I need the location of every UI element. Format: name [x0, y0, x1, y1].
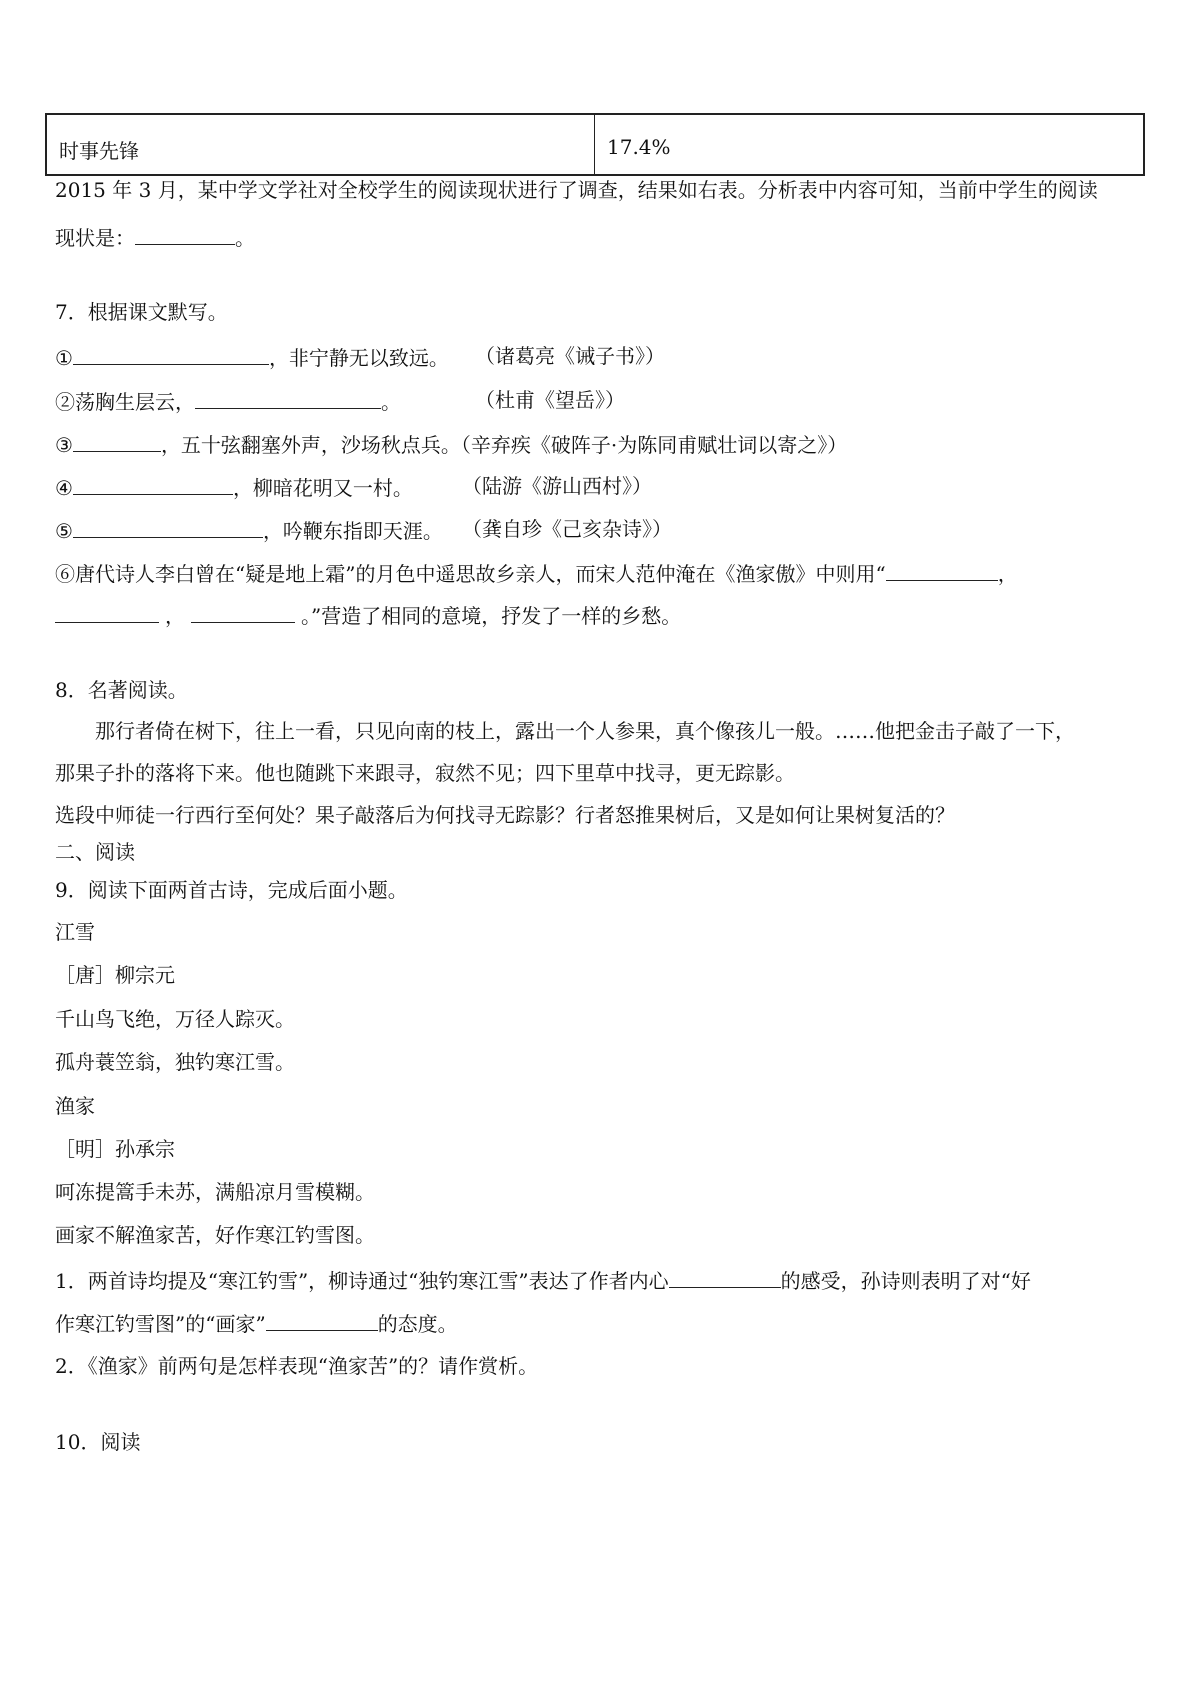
q8-para-line1: 那行者倚在树下，往上一看，只见向南的枝上，露出一个人参果，真个像孩儿一般。……他把金击子敲了一下， — [95, 719, 1075, 743]
q7-item-6-blank-3[interactable] — [191, 604, 295, 623]
q6-line2 — [55, 226, 255, 248]
q7-item-6-comma-2: ， — [165, 604, 185, 628]
q9-sub2: 2．《渔家》前两句是怎样表现“渔家苦”的？请作赏析。 — [55, 1354, 539, 1378]
q9-sub1-line1 — [55, 1269, 1031, 1291]
q7-item-3-blank[interactable] — [73, 433, 161, 452]
q9-sub1-text-a: 1．两首诗均提及“寒江钓雪”，柳诗通过“独钓寒江雪”表达了作者内心 — [55, 1269, 669, 1293]
q7-item-6-line1 — [55, 562, 1018, 584]
q7-item-3 — [55, 433, 847, 455]
q6-line1: 2015 年 3 月，某中学文学社对全校学生的阅读现状进行了调查，结果如右表。分析表中内容可知，当前中学生的阅读 — [55, 178, 1098, 202]
reading-survey-table — [45, 113, 1145, 176]
q7-item-1-source: （诸葛亮《诫子书》） — [475, 344, 665, 368]
q7-item-2-source: （杜甫《望岳》） — [475, 388, 625, 412]
q7-item-4-text: ，柳暗花明又一村。 — [232, 476, 413, 500]
q7-item-4-blank[interactable] — [73, 476, 233, 495]
q9-sub1-text-d: 的态度。 — [377, 1312, 458, 1336]
q7-title: 7．根据课文默写。 — [55, 300, 228, 324]
table-cell-category: 时事先锋 — [47, 115, 595, 174]
q7-item-5-text: ，吟鞭东指即天涯。 — [262, 519, 443, 543]
poem2-line2: 画家不解渔家苦，好作寒江钓雪图。 — [55, 1223, 375, 1247]
poem2-title: 渔家 — [55, 1094, 95, 1118]
poem2-line1: 呵冻提篙手未苏，满船凉月雪模糊。 — [55, 1180, 375, 1204]
q7-item-1-mark: ① — [55, 346, 73, 370]
q7-item-5-blank[interactable] — [73, 519, 263, 538]
poem1-line1: 千山鸟飞绝，万径人踪灭。 — [55, 1007, 295, 1031]
q7-item-3-mark: ③ — [55, 433, 73, 457]
q7-item-2-blank[interactable] — [195, 390, 381, 409]
q9-sub1-blank-1[interactable] — [669, 1269, 781, 1288]
q7-item-2-mark: ②荡胸生层云， — [55, 390, 195, 414]
q7-item-1-blank[interactable] — [73, 346, 269, 365]
q9-sub1-line2 — [55, 1312, 458, 1334]
q7-item-4-source: （陆游《游山西村》） — [462, 474, 652, 498]
q7-item-5-source: （龚自珍《己亥杂诗》） — [462, 517, 672, 541]
q10-title: 10．阅读 — [55, 1430, 141, 1454]
q7-item-4 — [55, 476, 413, 498]
q6-line2-prefix: 现状是： — [55, 226, 135, 250]
q9-sub1-text-c: 作寒江钓雪图”的“画家” — [55, 1312, 266, 1336]
q9-sub1-blank-2[interactable] — [266, 1312, 378, 1331]
poem1-title: 江雪 — [55, 920, 95, 944]
q7-item-6-line2 — [55, 604, 681, 626]
q7-item-6-end: 。”营造了相同的意境，抒发了一样的乡愁。 — [301, 604, 682, 628]
q7-item-3-text: ，五十弦翻塞外声，沙场秋点兵。（辛弃疾《破阵子·为陈同甫赋壮词以寄之》） — [160, 433, 848, 457]
q7-item-6-text: ⑥唐代诗人李白曾在“疑是地上霜”的月色中遥思故乡亲人，而宋人范仲淹在《渔家傲》中则用“ — [55, 562, 886, 586]
q7-item-2 — [55, 390, 401, 412]
poem1-line2: 孤舟蓑笠翁，独钓寒江雪。 — [55, 1050, 295, 1074]
table-cell-percent: 17.4% — [607, 135, 671, 159]
q7-item-2-text: 。 — [381, 390, 401, 414]
poem2-author: ［明］孙承宗 — [55, 1137, 175, 1161]
q6-answer-blank[interactable] — [135, 226, 235, 245]
q6-line2-suffix: 。 — [235, 226, 255, 250]
q7-item-4-mark: ④ — [55, 476, 73, 500]
q8-question: 选段中师徒一行西行至何处？果子敲落后为何找寻无踪影？行者怒推果树后，又是如何让果树复活的？ — [55, 803, 955, 827]
section-heading: 二、阅读 — [55, 840, 135, 864]
q7-item-6-blank-2[interactable] — [55, 604, 159, 623]
q7-item-1 — [55, 346, 449, 368]
q7-item-5-mark: ⑤ — [55, 519, 73, 543]
q8-title: 8．名著阅读。 — [55, 678, 188, 702]
q7-item-1-text: ，非宁静无以致远。 — [268, 346, 449, 370]
q7-item-6-blank-1[interactable] — [886, 562, 998, 581]
q8-para-line2: 那果子扑的落将下来。他也随跳下来跟寻，寂然不见；四下里草中找寻，更无踪影。 — [55, 761, 795, 785]
q7-item-5 — [55, 519, 443, 541]
q7-item-6-comma-1: ， — [997, 562, 1018, 586]
q9-title: 9．阅读下面两首古诗，完成后面小题。 — [55, 878, 408, 902]
poem1-author: ［唐］柳宗元 — [55, 963, 175, 987]
q9-sub1-text-b: 的感受，孙诗则表明了对“好 — [780, 1269, 1031, 1293]
